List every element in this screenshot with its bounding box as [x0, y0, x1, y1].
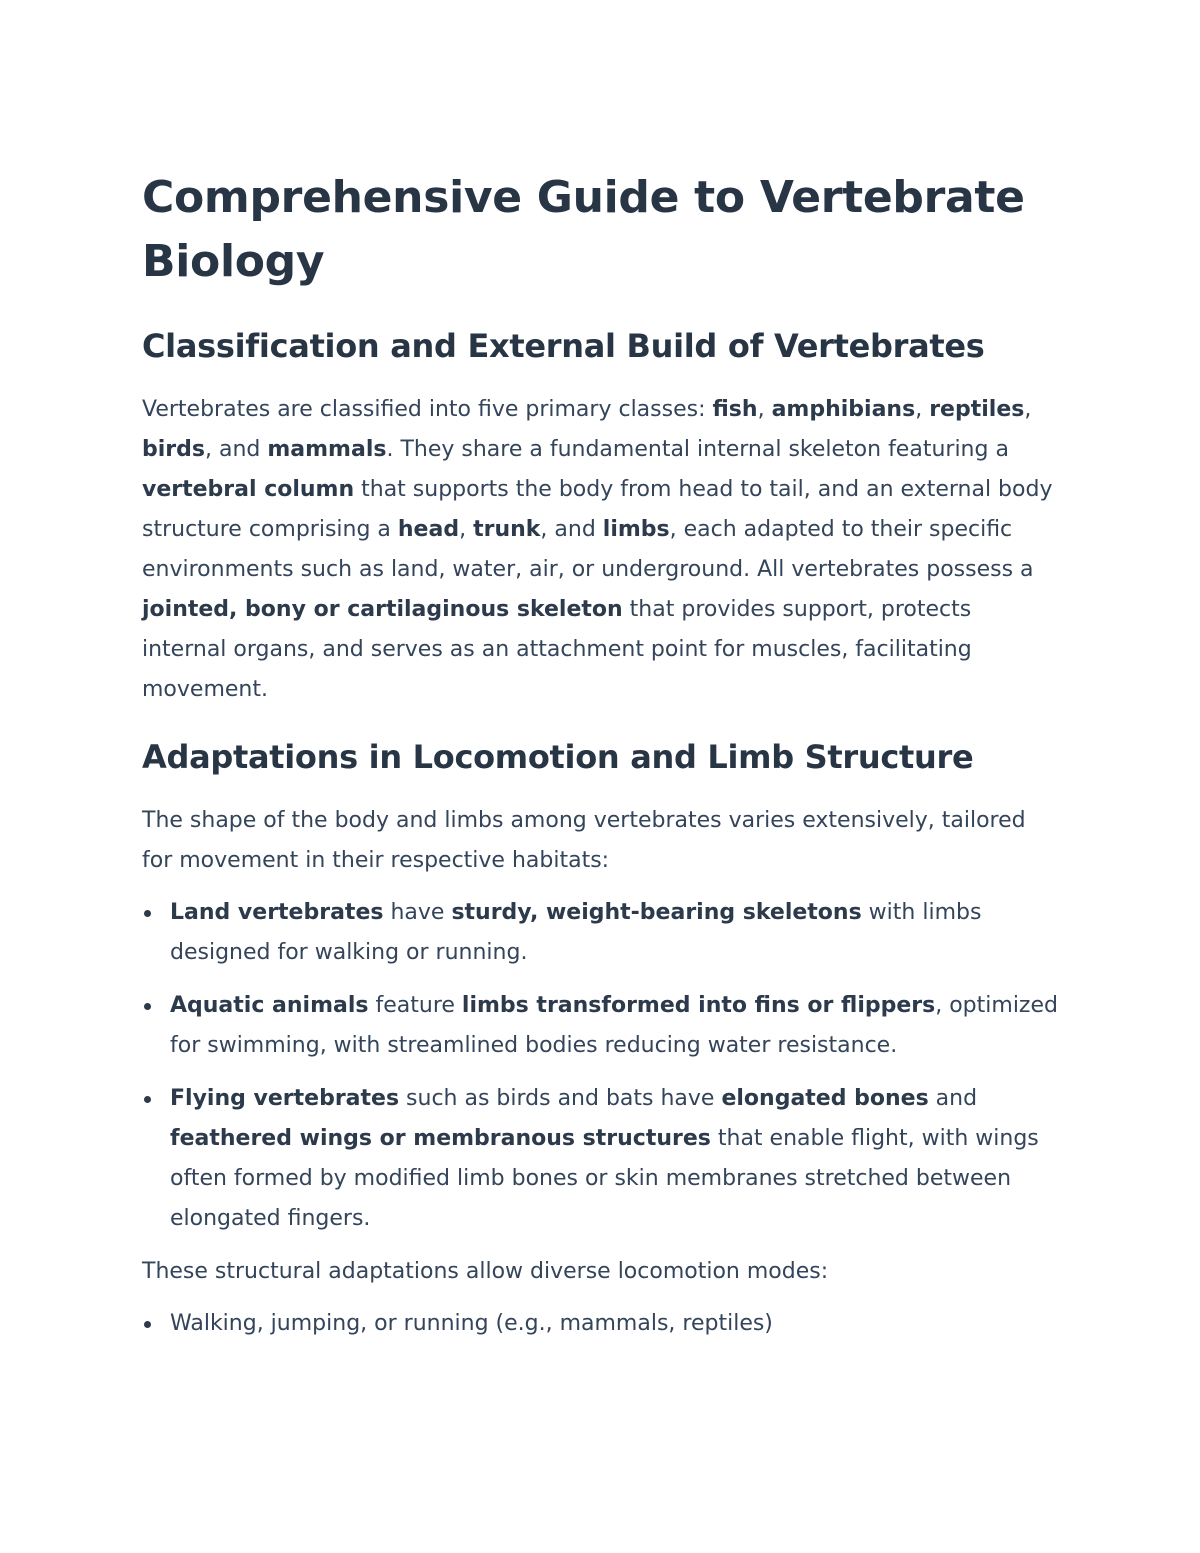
bold-term: limbs [602, 517, 670, 542]
bold-term: head [397, 517, 460, 542]
list-item [142, 1304, 1062, 1344]
bold-term: fish [712, 397, 758, 422]
list-item [142, 986, 1062, 1066]
bold-term: trunk [473, 517, 541, 542]
paragraph-locomotion-modes: These structural adaptations allow diverse locomotion modes: [142, 1259, 829, 1284]
bold-term: Flying vertebrates [170, 1086, 400, 1111]
text-run: , and [540, 517, 603, 542]
list-item [142, 893, 1062, 973]
text-run: , [459, 517, 474, 542]
bullet-icon [144, 1096, 151, 1103]
bold-term: Land vertebrates [170, 900, 384, 925]
text-run: and [928, 1086, 978, 1111]
bold-term: Aquatic animals [170, 993, 369, 1018]
text-run: Vertebrates are classified into five primary classes: [142, 397, 713, 422]
bold-term: birds [142, 437, 205, 462]
habitat-list [142, 893, 1062, 1239]
text-run: with limbs designed for walking or running. [170, 900, 982, 965]
bullet-icon [144, 1003, 151, 1010]
bold-term: limbs transformed into fins or flippers [461, 993, 936, 1018]
text-run: , optimized for swimming, with streamlined bodies reducing water resistance. [170, 993, 1058, 1058]
bullet-icon [144, 910, 151, 917]
text-run: , [915, 397, 930, 422]
bold-term: jointed, bony or cartilaginous skeleton [142, 597, 623, 622]
text-run: have [383, 900, 452, 925]
bullet-icon [144, 1321, 151, 1328]
paragraph-adaptations-intro: The shape of the body and limbs among vertebrates varies extensively, tailored for movement in their respective habitats: [142, 808, 1026, 873]
bold-term: amphibians [771, 397, 916, 422]
bold-term: reptiles [929, 397, 1025, 422]
text-run: such as birds and bats have [399, 1086, 722, 1111]
document-title: Comprehensive Guide to Vertebrate Biology [142, 172, 1025, 287]
text-run: . They share a fundamental internal skeleton featuring a [386, 437, 1009, 462]
text-run: feature [368, 993, 462, 1018]
text-run: that supports the body from head to tail, and an external body structure comprising a [142, 477, 1053, 542]
bold-term: mammals [267, 437, 387, 462]
bold-term: sturdy, weight-bearing skeletons [451, 900, 862, 925]
list-item [142, 1079, 1062, 1239]
bold-term: feathered wings or membranous structures [170, 1126, 711, 1151]
paragraph-classification [142, 390, 1062, 710]
text-run: Walking, jumping, or running (e.g., mammals, reptiles) [170, 1311, 773, 1336]
text-run: that provides support, protects internal organs, and serves as an attachment point for muscles, facilitating movement. [142, 597, 972, 702]
section-heading-adaptations: Adaptations in Locomotion and Limb Structure [142, 738, 974, 776]
text-run: , [1024, 397, 1032, 422]
text-run: , [757, 397, 772, 422]
locomotion-modes-list [142, 1304, 1062, 1344]
text-run: , each adapted to their specific environments such as land, water, air, or underground. All vertebrates possess a [142, 517, 1034, 582]
bold-term: vertebral column [142, 477, 355, 502]
text-run: , and [204, 437, 268, 462]
text-run: that enable flight, with wings often formed by modified limb bones or skin membranes stretched between elongated fingers. [170, 1126, 1039, 1231]
section-heading-classification: Classification and External Build of Vertebrates [142, 327, 985, 365]
document-page [142, 166, 1062, 1357]
bold-term: elongated bones [721, 1086, 929, 1111]
